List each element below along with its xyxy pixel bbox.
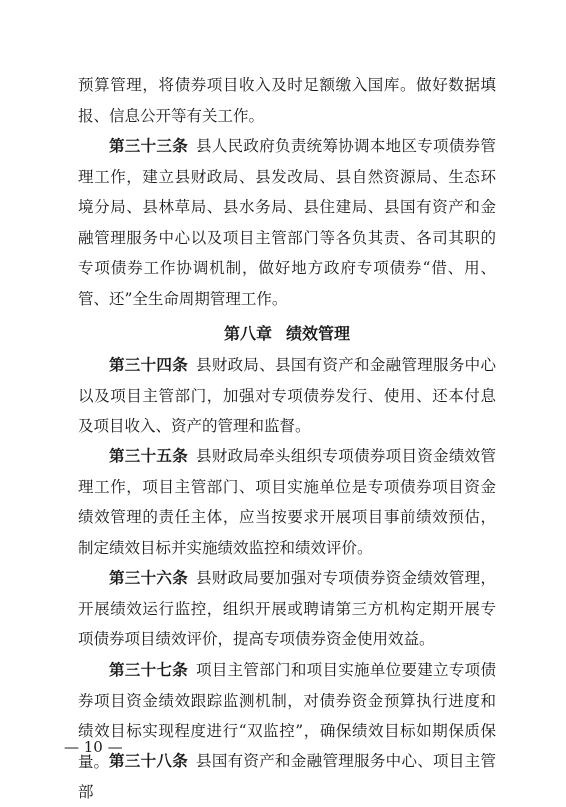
article-text: 县财政局牵头组织专项债券项目资金绩效管理工作，项目主管部门、项目实施单位是专项债券项目资金绩效管理的责任主体，应当按要求开展项目事前绩效预估，制定绩效目标并实施绩效监控和绩效评价。 [78,447,496,557]
article-text: 项目主管部门和项目实施单位要建立专项债券项目资金绩效跟踪监测机制，对债券资金预算执行进度和绩效目标实现程度进行“双监控”，确保绩效目标如期保质保量。 [78,661,496,771]
article-38 [78,746,496,807]
chapter-number: 第八章 [223,324,272,343]
article-35 [78,441,496,563]
article-34 [78,350,496,442]
article-number: 第三十三条 [109,136,189,155]
article-number: 第三十八条 [109,751,189,770]
article-text: 县国有资产和金融管理服务中心、项目主管部 [78,752,496,801]
paragraph-text: 预算管理，将债券项目收入及时足额缴入国库。做好数据填报、信息公开等有关工作。 [78,76,496,125]
article-text: 县财政局、县国有资产和金融管理服务中心以及项目主管部门，加强对专项债券发行、使用、还本付息及项目收入、资产的管理和监督。 [78,356,496,435]
article-text: 县财政局要加强对专项债券资金绩效管理，开展绩效运行监控，组织开展或聘请第三方机构定期开展专项债券项目绩效评价，提高专项债券资金使用效益。 [78,569,496,648]
page-number: — 10 — [64,738,123,756]
article-number: 第三十五条 [109,446,189,465]
article-33 [78,131,496,314]
chapter-title: 绩效管理 [286,324,351,343]
article-text: 县人民政府负责统筹协调本地区专项债券管理工作，建立县财政局、县发改局、县自然资源局、生态环境分局、县林草局、县水务局、县住建局、县国有资产和金融管理服务中心以及项目主管部门等各负其责、各司其职的专项债券工作协调机制，做好地方政府专项债券“借、用、管、还”全生命周期管理工作。 [78,137,496,308]
article-36 [78,563,496,655]
article-number: 第三十六条 [109,568,189,587]
chapter-heading [78,319,496,349]
paragraph-continuation [78,70,496,131]
article-number: 第三十四条 [109,355,189,374]
article-number: 第三十七条 [109,660,189,679]
